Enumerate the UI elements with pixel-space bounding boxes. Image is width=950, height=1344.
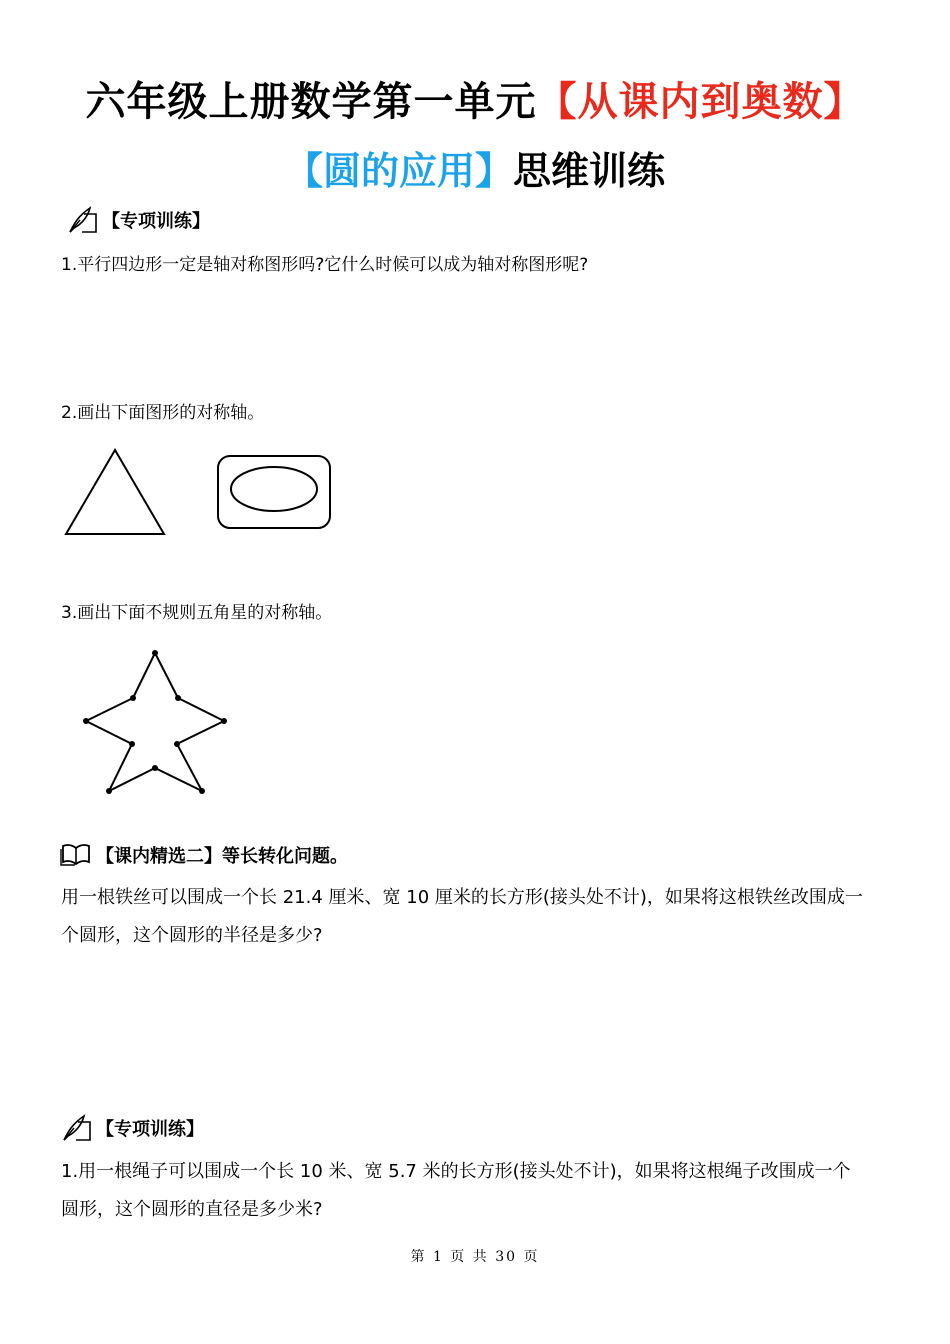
section-header-label: 【专项训练】 [102, 211, 210, 232]
title-highlight-red: 【从课内到奥数】 [536, 79, 865, 125]
practice-question-1 [61, 1153, 901, 1229]
page-title [0, 70, 950, 127]
page-subtitle [0, 140, 950, 195]
practice-question-1-line-2: 圆形，这个圆形的直径是多少米? [61, 1199, 323, 1220]
quill-pen-icon [66, 206, 98, 234]
triangle-figure [60, 446, 170, 538]
section-header-label: 【课内精选二】等长转化问题。 [96, 846, 348, 867]
question-2: 2.画出下面图形的对称轴。 [61, 403, 265, 423]
title-main: 六年级上册数学第一单元 [85, 79, 537, 125]
page-footer: 第 1 页 共 30 页 [410, 1249, 540, 1265]
featured-question-line-1: 用一根铁丝可以围成一个长 21.4 厘米、宽 10 厘米的长方形(接头处不计)，如果将这根铁丝改围成一 [61, 887, 863, 908]
question-1: 1.平行四边形一定是轴对称图形吗?它什么时候可以成为轴对称图形呢? [61, 255, 589, 275]
featured-question [61, 879, 901, 955]
section-header-label: 【专项训练】 [96, 1119, 204, 1140]
question-3: 3.画出下面不规则五角星的对称轴。 [61, 603, 333, 623]
rounded-rect-with-ellipse-figure [214, 452, 334, 532]
subtitle-highlight-blue: 【圆的应用】 [284, 149, 513, 193]
irregular-star-figure [78, 646, 230, 798]
open-book-icon [60, 843, 92, 867]
section-header-special-1 [66, 206, 210, 234]
section-header-special-2 [60, 1114, 204, 1142]
practice-question-1-line-1: 1.用一根绳子可以围成一个长 10 米、宽 5.7 米的长方形(接头处不计)，如果将这根绳子改围成一个 [61, 1161, 851, 1182]
quill-pen-icon [60, 1114, 92, 1142]
subtitle-main: 思维训练 [513, 149, 666, 193]
section-header-featured [60, 842, 348, 868]
featured-question-line-2: 个圆形，这个圆形的半径是多少? [61, 925, 323, 946]
